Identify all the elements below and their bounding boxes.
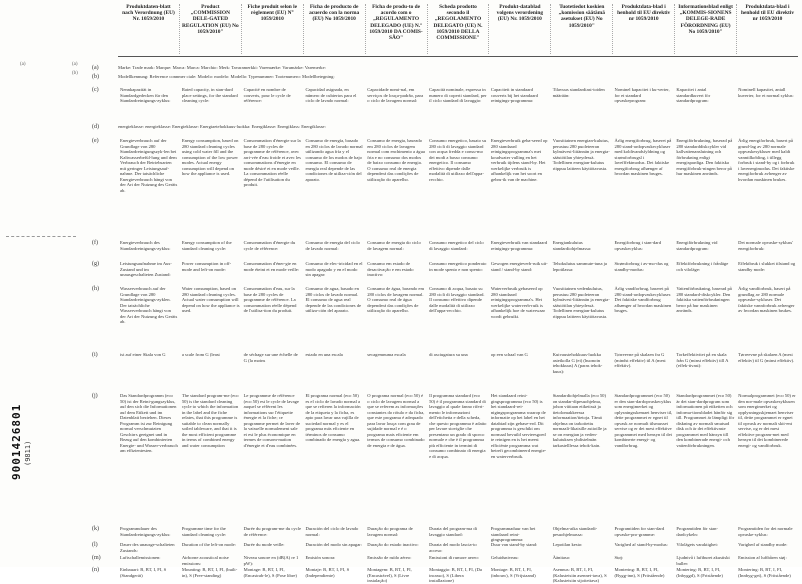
header-divider	[118, 56, 798, 57]
row-cell: Støj:	[614, 555, 624, 560]
row-letter: (g)	[92, 261, 99, 267]
row-cell: Capaciteit in standaard couverts bij het standaard reinigings-programma:	[490, 87, 538, 103]
row-cell: Duração do programa de lavagem normal:	[367, 526, 413, 537]
row-cell: Consumo di acqua, basato su 280 cicli di lavaggio standard. Il consumo effettivo dipende dalle modalità di utilizzo dell'appa-recchio.	[429, 286, 485, 313]
row-cells	[118, 567, 798, 584]
margin-mark: (b)	[72, 71, 78, 76]
row-letter: (k)	[92, 526, 99, 532]
row-cell: Consumo de água, baseado em 280 ciclos de lavagem normal. O consumo real de água dependerá das condições de utilização do aparelho.	[367, 286, 425, 313]
row-cell: Äänitaso:	[552, 555, 571, 560]
row-cell: ist auf einer Skala von G	[120, 352, 166, 357]
row-cell: Energieverbrauch des Standardreinigungs-zyklus:	[120, 240, 171, 251]
row-cell: Emission af luftbåren støj:	[738, 555, 787, 560]
row-cells	[118, 261, 798, 278]
row-cell: Energiförbrukning, baserad på 280 standarddiskcykler vid kallvattenanslutning och förbrukning enligt energispardiga. Den faktiska energiförbruk-ningen beror på hur maskinen används.	[676, 138, 733, 176]
row-cell: Power consumption in off-mode and left-on mode:	[181, 261, 232, 272]
row-letter: (m)	[92, 555, 101, 561]
row-letter: (l)	[92, 542, 98, 548]
row-cell: El programa normal (eco 50) es el ciclo de lavado normal a que se refieren la información de la etiqueta y la ficha, es apto para lavar una vajilla de suciedad normal y es el programa más eficiente en términos de consumo combinado de energía y agua.	[305, 393, 361, 442]
row-cell: Einbauart: B, BT, I, FI, S (Standgerät)	[120, 567, 167, 578]
row-cell: Capacité en nombre de couverts, pour le cycle de référence:	[243, 87, 291, 103]
row-cell: Standardprogrammet (eco 50) är det stan-dardprogram som informationen på etiketten och informa-tionsbladet hänför sig till. Programmet är lämpligt för diskning av normalt smutsad disk och är det effektivaste programmet med hänsyn till den kombinerade energi- och vattenförbrukningen.	[676, 393, 735, 448]
header-column: Produktdata-blad i henhold til EU direktiv nr 1059/2010	[740, 4, 795, 23]
row-cell: Effektförbrukning i frånläge och viloläge:	[676, 261, 729, 272]
row-cell: Normalprogrammet (eco 50) er den nor-male opvaskesyklusen som energimerket og opplysningsskjemaet henviser til, dette programmet er egnet til opvask av normalt skit-ent servise, og er det mest effektive program-met med hensyn til det kombinerede energi- og vandforbruk.	[738, 393, 796, 448]
row-cell: estado en una escala	[305, 352, 343, 357]
row-cell: Energy consumption of the standard cleaning cycle:	[181, 240, 232, 251]
row-cell: Programtiden för stan-dardcykeln:	[676, 526, 718, 537]
header-column: Product „COMMISSION DELE-GATED REGULATION (EU) No 1059/2010"	[180, 4, 242, 54]
row-cell: Årlig vandforbruk, basert på grundlag av 280 normale oppvaske-sykluser. Det faktiske vannforbruk avhenger av hvordan maskinen brukes.	[738, 286, 795, 313]
row-cell: Consumo energetico, basato su 280 cicli di lavaggio standard con acqua fredda e consu-mo dei modi a basso consumo energetico. Il consumo effettivo dipende dalle modalità di utilizzo dell'appa-recchio.	[429, 138, 487, 182]
row-letter: (d)	[92, 124, 99, 130]
row-cell: Consumo energetico ponderato in mode spento e non spento:	[429, 261, 487, 272]
row-cell: Durata del program-ma di lavaggio standard:	[429, 526, 477, 537]
row-merged-text: Marke: Trade mark: Marque: Marca: Marca: Marchio: Merk: Tavaramerkki: Varemærke: Varumärke: Varemerke:	[118, 65, 326, 70]
document-revision: (9811)	[24, 440, 32, 466]
row-cell: Consumo energetico del ciclo di lavaggio standard:	[429, 240, 484, 251]
row-cell: Vuosittainen vedenkulutus, perustuu 280 puoleteeran kylmävesi-liitännän ja energia-säästötilan yhteydessä. Todellinen energian-kulutus riippuu laitteen käyttötavasta.	[552, 286, 610, 319]
row-cell: Duración del modo sin apagar:	[305, 542, 363, 547]
row-cell: Strømforbrug i av-mo-dus og standby-modus:	[614, 261, 669, 272]
row-cell: Årlig energiforbrug, baseret på 280 stand-ardopvaskecykluser med koldtvandsfyldning og strømforbrugsl i lavefffektmodus. Det faktiske energiforbrug afhænger af hvordan maskinen bruges.	[614, 138, 672, 176]
row-cell: Consumo de energía del ciclo de lavado normal:	[305, 240, 360, 251]
row-cell: Duración del ciclo de lavado normal:	[305, 526, 359, 537]
fold-line	[6, 236, 76, 237]
row-cell: Geluidsniveau:	[490, 555, 519, 560]
row-cell: Emissão de ruído aéreo:	[367, 555, 412, 560]
row-cell: Consommation d'eau, sur la base de 280 cycles de programme de référence. La consommation réelle dépend de l'utilisa-tion du produit.	[243, 286, 297, 313]
row-cell: Consumo de energía, basado en 280 ciclos de lavado normal utilizando agua fría y el consumo de los modos de bajo consumo. El consumo de energía real depende de las condiciones de utiliza-ción del aparato.	[305, 138, 363, 182]
row-cell: Programtiden for stan-dard opvaske-pro-gramme:	[614, 526, 665, 537]
row-letter: (n)	[92, 567, 99, 573]
row-cell: Das Standardprogramm (eco 50) ist der Reini-gungszyklus, auf den sich die Informationen auf dem Etikett und im Datenblatt beziehen. Dieses Programm ist zur Reinigung normal verschmutzten Geschirrs geeignet und in Bezug auf den kombinierten Energie- und Wasser-verbrauch am effizientesten.	[120, 393, 178, 453]
row-cell: Gewogen energieverb-ruik uit-stand / stand-by stand:	[490, 261, 548, 272]
row-cell: Capacidade nomi-nal, em serviços de louça-padrão, para o ciclo de lavagem normal:	[367, 87, 424, 103]
row-cell: secagemnuma escala	[367, 352, 406, 357]
row-cell: Tørreevne på skalaen fra G (mindst effektiv) til A (mest effektiv).	[614, 352, 666, 368]
row-cell: Årlig energiforbruk, basert på grund-lag av 280 normale oppvaskesykluser med kaldt vanntilkobling, i tillegg forbruk i stand-by og i forbruk i lavenergimodus. Det faktiske energiforbruk avhenger av hvordan maskinen brukes.	[738, 138, 795, 182]
row-cells	[118, 555, 798, 566]
margin-mark: (a)	[20, 62, 26, 67]
row-cell: Ljudnivå i luftburet akustiskt buller:	[676, 555, 730, 566]
header-column: Informationsblad enligt „KOMMIS-SIONENS DELEGE-RADE FÖRORDNING (EU) No 1059/2010"	[675, 4, 737, 54]
row-letter: (a)	[92, 65, 99, 71]
row-cell: Consommation d'énergie sur la base de 280 cycles de programme de référence, avec arri-vée d'eau froide et avec les consommations d'énergie en mode désiré et en mode veille. La consommation réelle dépend de l'utilisation du produit.	[243, 138, 301, 187]
row-cell: Varighed af standby mode:	[738, 542, 788, 547]
row-cell: Tilavuus standardiast-ioiden määrään:	[552, 87, 605, 98]
row-cell: Rated capacity, in stan-dard place settings, for the standard cleaning cycle:	[181, 87, 238, 103]
header-column: Produkt-datablad volgens verordening (EU) Nr. 1059/2010	[489, 4, 551, 54]
row-cell: Energieverbruik van standaard reinigings-programma:	[490, 240, 548, 251]
row-cell: Durata del modo lascia-to acceso:	[429, 542, 477, 553]
row-cell: Consommation d'éner-gie en mode éteint et en mode veille:	[243, 261, 300, 272]
row-cell: Consommation d'énergie du cycle de référence:	[243, 240, 296, 251]
row-cell: Le programme de référence (eco 50) est le cycle de lavage auquel se réfèrent les informations sur l'étiquette énergie et la fiche; ce programme permet de laver de la vaisselle normalement sale et est le plus économique en termes de consom-mation d'énergie et d'eau combinées.	[243, 393, 300, 448]
row-merged-text: energieklasse: energieklasse: Energieklasse: Energiaetehokkuus-luokka: Energiklasse: Energiklass: Energiklasse:	[118, 124, 326, 129]
row-cell: Asennus: B, BT, I, FI, (Kalusteisiin asennet-tava), S (Kalusteisiin sijoitettava)	[552, 567, 607, 583]
row-cell: Dauer des unausge-schalteten Zustands:	[120, 542, 175, 553]
header-column: Ficha de produ-to de acordo com o „REGULAMENTO DELEGADO (UE) N.º 1059/2010 DA COMIS-SÃO"	[366, 4, 428, 54]
row-cell: Montering: B, BT, I, FI, (Inbyggd), S (Fristående)	[676, 567, 723, 578]
row-cell: Duur van stand-by stand:	[490, 542, 538, 547]
row-cells	[118, 87, 798, 104]
row-cells	[118, 240, 798, 251]
row-cell: Montage: B, BT, I, FI, (Encastrab-le), S (Pose libre)	[243, 567, 297, 578]
row-cell: Niveau sonore en (dB(A) re 1 pW):	[243, 555, 299, 566]
row-cell: Energieverbrauch auf der Grundlage von 280 Standardreinigungszyk-len bei Kaltwasserbefül-lung und dem Verbrauch der Betriebsarten mit geringer Leistungsauf-nahme. Der tatsächliche Energieverbrauch hängt von der Art der Nutzung des Geräts ab.	[120, 138, 178, 193]
header-column: Ficha de producto de acuerdo con la norma (EU) No 1059/2010	[304, 4, 366, 54]
row-cell: Capacidad asignada, en número de cubiertos para el ciclo de lavado normal:	[305, 87, 357, 103]
row-cells	[118, 542, 798, 553]
row-cell: Montagem: B, BT, I, FI, (Encastrável), S (Livre instalação)	[367, 567, 412, 583]
row-cells	[118, 393, 798, 459]
row-cell: Programtiden for det normale opvaske-syklus:	[738, 526, 793, 537]
row-cell: Montering: B, BT, I, FI, (Innbyg-get), S (Fritstående)	[738, 567, 791, 578]
margin-mark: (a)	[72, 62, 78, 67]
row-cell: Tørreevne på skalaen A (mest effektiv) til G (minst effektiv).	[738, 352, 795, 363]
row-cell: Årlig vandforbrug, baseret på 280 stand-ardopvaskecykluser. Det faktiske vandforbrug afhænger af hvordan maskinen bruges.	[614, 286, 672, 313]
row-cell: Waterverbruik gebaseerd op 280 standaard reinigingsprogramma's. Het werkelijke waterverb-ruik is afhankelijk hoe de waterwaar wordt gebruikt.	[490, 286, 546, 319]
row-cell: Consumo de energia, baseado em 280 ciclos de lavagem normal com enchimento a água fria e no consumo dos modos de baixo consumo de energia. O consumo real de energia dependerá das condições de utilização do aparelho.	[367, 138, 425, 182]
row-cell: Ohjelma-aika standardi-pesuohjelmassa:	[552, 526, 598, 537]
row-cell: Consumo de energia do ciclo de lavagem normal:	[367, 240, 421, 251]
row-cell: op een schaal van G	[490, 352, 528, 357]
row-cell: Consumo em estado de desactivação e em estado inactivo:	[367, 261, 414, 277]
row-cell: Montaggio: B, BT, I, FI, (Da incasso), S (Libera installazione)	[429, 567, 482, 583]
row-cell: Programmaduur van het standaard reini-gingsprogramma:	[490, 526, 536, 542]
row-cell: Duração do estado inactivo:	[367, 542, 419, 547]
row-cell: Effektbruk i slukket tilstand og standby mode:	[738, 261, 796, 272]
row-cells	[118, 286, 798, 325]
row-cell: Consumo de elec-tricidad en el modo apagado y en el modo sin apagar:	[305, 261, 363, 277]
document-id-strip	[6, 403, 32, 480]
row-cell: Standardprogrammet (eco 50) er den stan-dardopvaskecyklus som energimerket og oplysningsskemaet henviser til, dette programmet er egnet til opvask av normalt tilsmusset servise og er det mest effektive programmet med hensyn til det kombinerte energi- og vandforbrug.	[614, 393, 673, 448]
row-cell: Luftschallemissionen:	[120, 555, 161, 560]
row-cell: Lepotilan kesto:	[552, 542, 583, 547]
row-cell: Emisión sonora:	[305, 555, 336, 560]
row-cell: Montaje: B, BT, I, FI, S (Independiente)	[305, 567, 350, 578]
row-cell: Duration of the left-on mode:	[181, 542, 236, 547]
row-letter: (j)	[92, 393, 98, 399]
row-cell: Energiforbrug i stan-dard opvaskecyklus:	[614, 240, 662, 251]
row-cell: de séchage sur une échelle de G (la moins	[243, 352, 298, 363]
header-column: Scheda prodotto secondo il „REGOLAMENTO DELEGATO (UE) N. 1059/2010 DELLA COMMISSIONE"	[428, 4, 490, 54]
row-letter: (e)	[92, 138, 99, 144]
row-letter: (b)	[92, 74, 99, 80]
row-cell: Programmdauer des Standardreinigungs-zyklus:	[120, 526, 171, 537]
row-cell: Wasserverbrauch auf der Grundlage von 280 Standardreinigungs-zyklen. Der tatsächliche Wasserverbrauch hängt von der Art der Nutzung des Geräts ab.	[120, 286, 178, 324]
row-cell: Airborne acoustical noise emissions:	[181, 555, 229, 566]
row-cell: The standard program-me (eco 50) is the standard cleaning cycle to which the information in the label and the fiche relates, that this programme is suitable to clean normally soiled tableware, and that it is the most efficient programme in terms of combined energy and water consumption	[181, 393, 239, 448]
row-cell: Vilolägets varaktighet:	[676, 542, 719, 547]
row-cell: Mounting: B, BT, I, FI, (built-in), S (Free-standing)	[181, 567, 238, 578]
header-column: Fiche produit selon le règlement (EU) N° 1059/2010	[242, 4, 304, 54]
row-cell: Leistungsaufnahme im Aus-Zustand und im unausgeschalteten Zustand:	[120, 261, 172, 277]
row-cell: Torkeffektivitet på en skala från G (minst effektiv) till A (effek-tivast):	[676, 352, 729, 368]
row-cell: di asciugatura su una	[429, 352, 468, 357]
row-cell: Nominell kapasitet, antall kuverter, for et normal syklus:	[738, 87, 794, 98]
row-cell: Emissioni di rumore aereo:	[429, 555, 479, 560]
row-cells	[118, 138, 798, 193]
row-merged-text: Modellkennung: Reference connmer ciale: Modelo: modelo: Modello: Typenummer: Tootenumero: Modellbetegning:	[118, 74, 335, 79]
row-cell: Energieverbruik geba-seerd op 280 standaard reinigingsprogramma's met koudwater vulling en het verbruik tijdens stand-by. Het werkelijke verbruik is afhankelijk van het soort en gebru-ik van de machine.	[490, 138, 548, 182]
header-column: Produktdata-blad i henhold til EU direktiv nr 1059/2010	[613, 4, 675, 54]
row-cell: Montering: B, BT, I, FI, (Bygg-inn), S (Fritstående)	[614, 567, 665, 578]
document-id: 9001426801	[10, 403, 23, 480]
row-cell: Het standaard reini-gingsprogramma (eco 50) is het standaard-rei-nigingsprogramma waarop de informatie op het label en het databiad zijn gebase-erd. Dit programma is geschikt om normaal bevuild servieesgoed te reinigen en is het meest efficiënte programma wat betreft gecombineerd energie- en waterverbruik.	[490, 393, 547, 459]
row-cell: Consumo de agua, basado en 280 ciclos de lavado normal. El consumo de agua real depende de las condiciones de utiliza-ción del aparato.	[305, 286, 362, 313]
row-cell: Standardiohjelmalla (eco 50) on standar-dipesuohjelma, johon viittaan etiketissä ja tietolomakkeessa informaation/tietoja. Tämä ohjelma on tarkoitettu normaali-likaisille astioille ja se on energian ja veden-kulutuksen yhdistelmän tarkastelllessa tehok-kain.	[552, 393, 607, 448]
row-letter: (f)	[92, 240, 98, 246]
row-cell: a scale from G (least	[181, 352, 220, 357]
header-column: Tuotetiedot koskien „komission säätämä asetukset (EU) No 1059/2010"	[551, 4, 613, 54]
row-cell: O programa normal (eco 50) é o ciclo de lavagem normal a que se referem as informações constantes do rótulo e da ficha, que este programa é adequado para lavar louça com grau de sujidade normal e é o programa mais eficiente em termos de consumo combinado de energia e de água.	[367, 393, 425, 448]
row-letter: (h)	[92, 286, 99, 292]
row-cell: Il programma standard (eco 50) è il programma standard di lavaggio al quale fanno riferi-mento le informazioni dell'etichetta e della scheda, che questo programma è adatto per lavare stoviglie che presentano un grado di sporco normale e che è il programma più efficiente in termini di consumo combinato di energia e di acqua.	[429, 393, 487, 459]
row-cell: Tehokulutus sammute-tuna ja lepotilassa:	[552, 261, 607, 272]
row-cell: Durée du program-me du cycle de référence:	[243, 526, 302, 537]
row-cell: Vattenförbrukning, baserad på 280 standard-diskcykler. Den faktiska vattenförbrukningen beror på hur maskinen används.	[676, 286, 732, 313]
row-letter: (c)	[92, 87, 99, 93]
row-cells	[118, 526, 798, 543]
row-cell: Det normale opvaske-sykluss' energiforbruk:	[738, 240, 794, 251]
row-cells	[118, 352, 798, 374]
row-cell: Energiankulutus standardiohjelmassa:	[552, 240, 592, 251]
row-cell: Varighed af stand-by-modus:	[614, 542, 668, 547]
row-letter: (i)	[92, 352, 98, 358]
row-cell: Capacità nominale, espressa in numero di coperti standard, per il ciclo standard di lavaggio:	[429, 87, 487, 103]
row-cell: Nominel kapacitet i ku-verter, for et standard opvaskeprogram:	[614, 87, 670, 103]
row-cell: Programme time for the standard cleaning cycle:	[181, 526, 227, 537]
header-column: Produktdaten-blatt nach Verordnung (EU) Nr. 1059/2010	[118, 4, 180, 54]
row-cell: Energiförbrukning vid standardprogram:	[676, 240, 718, 251]
row-cell: Kapacitet i antal standardkuvert för standardprogram:	[676, 87, 711, 103]
row-cell: Montage: B, BT, I, FI, (inbouw), S (Vrijstaand)	[490, 567, 536, 578]
row-cell: Durée du mode veille:	[243, 542, 285, 547]
row-cell: Kuivaustehokkuus-luokka asteikolla G (ei) (huonoin tehokkuus) A (paras tehok-kuus):	[552, 352, 603, 374]
row-cell: Water consumption, based on 280 standard cleaning cycles. Actual water consumption will depend on how the appliance is used.	[181, 286, 240, 313]
row-cell: Vuosittainen energian-kulutus, perustuu 280 puoleteeran kylmävesi-liitännän ja energia-säästötilan yhteydessä. Todellinen energian-kulutus riippuu laitteen käyttötavasta.	[552, 138, 610, 171]
row-cell: Energy consumption, based on 280 standard cleaning cycles using cold water fill and the consumption of the low power modes. Actual energy consumption will depend on how the appliance is used.	[181, 138, 239, 176]
row-cell: Nennkapazität in Standardgedecken für den Standardreinigungs-zyklus:	[120, 87, 171, 103]
fiche-language-header	[118, 4, 798, 54]
